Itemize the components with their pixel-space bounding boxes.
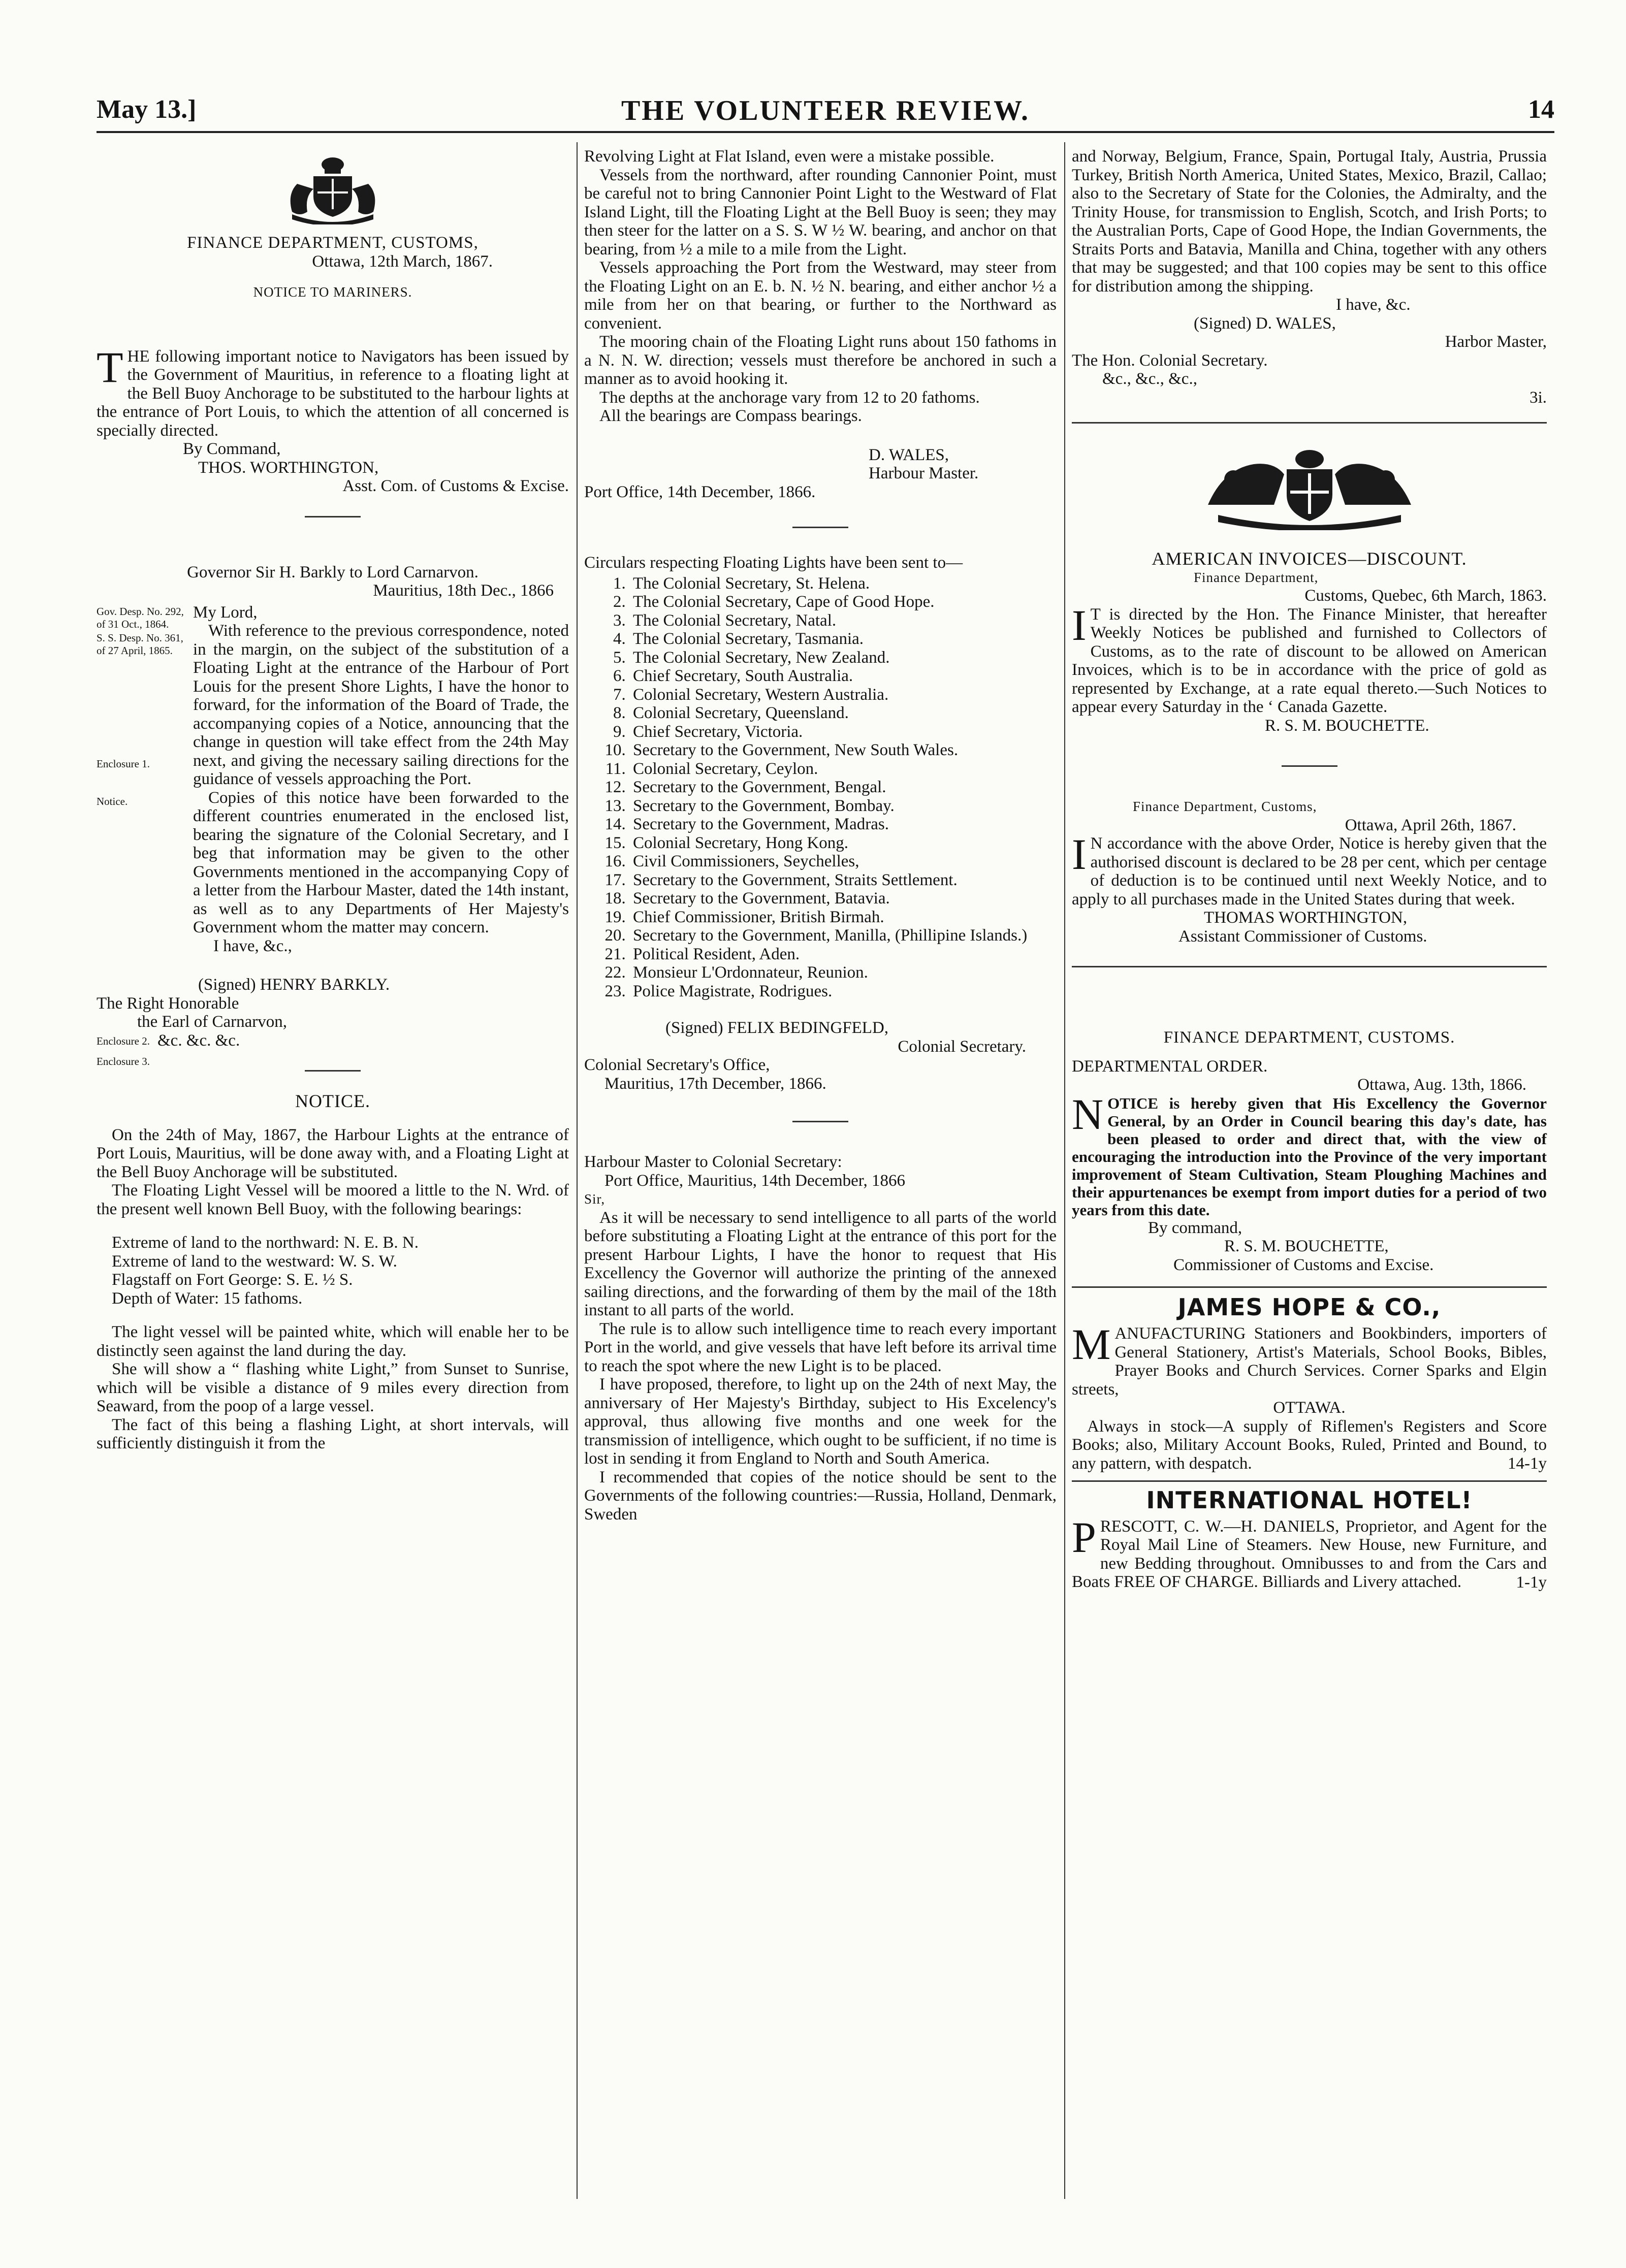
section-heading: AMERICAN INVOICES—DISCOUNT. <box>1152 548 1467 569</box>
notice-paragraph: The fact of this being a flashing Light, at short intervals, will sufficiently distinguish it from the <box>97 1415 569 1452</box>
signature-name: THOMAS WORTHINGTON, <box>1204 909 1408 927</box>
column-divider <box>1064 142 1065 2199</box>
directions-paragraph: The mooring chain of the Floating Light runs about 150 fathoms in a N. N. W. direction; vessels must therefore be anchored in such a manner as to avoid hooking it. <box>584 333 1057 388</box>
advert-body: MANUFACTURING Stationers and Bookbinders, importers of General Stationery, Artist's Materials, School Books, Bibles, Prayer Books and Church Services. Corner Sparks and Elgin streets, <box>1072 1320 1547 1399</box>
bearing-item: Extreme of land to the northward: N. E. B. N. <box>112 1234 419 1252</box>
notice-paragraph: The light vessel will be painted white, which will enable her to be distinctly seen against the land during the day. <box>97 1323 569 1360</box>
dept-heading: FINANCE DEPARTMENT, CUSTOMS, <box>187 234 479 252</box>
column-2 <box>584 147 1057 1524</box>
list-item: 3. The Colonial Secretary, Natal. <box>630 611 1057 630</box>
letter-close: I have, &c., <box>213 936 292 955</box>
place-date: Ottawa, Aug. 13th, 1866. <box>1357 1076 1526 1094</box>
letter-signed: (Signed) D. WALES, <box>1194 314 1336 333</box>
drop-cap: T <box>97 342 123 392</box>
list-item: 15. Colonial Secretary, Hong Kong. <box>630 834 1057 853</box>
column-divider <box>577 142 578 2199</box>
place-date: Ottawa, April 26th, 1867. <box>1345 816 1516 834</box>
reference-number: 14-1y <box>1508 1454 1547 1473</box>
advert-city: OTTAWA. <box>1273 1399 1346 1417</box>
notice-body: NOTICE is hereby given that His Excellency the Governor General, by an Order in Council bearing this day's date, has been pleased to order and direct that, with the view of encouraging the introduction into the Province of the very important improvement of Steam Cultivation, Steam Ploughing Machines and their appurtenances be exempt from import duties for a period of two years from this date. <box>1072 1089 1547 1219</box>
margin-note: Notice. <box>97 795 128 807</box>
reference-number: 3i. <box>1529 388 1547 407</box>
letter-place-date: Mauritius, 18th Dec., 1866 <box>373 581 554 600</box>
list-item: 8. Colonial Secretary, Queensland. <box>630 704 1057 723</box>
signature-name: THOS. WORTHINGTON, <box>198 458 379 477</box>
circulars-signed: (Signed) FELIX BEDINGFELD, <box>665 1019 889 1037</box>
bearing-item: Flagstaff on Fort George: S. E. ½ S. <box>112 1271 353 1289</box>
circulars-intro: Circulars respecting Floating Lights have been sent to— <box>584 554 963 572</box>
bearing-item: Extreme of land to the westward: W. S. W. <box>112 1252 397 1271</box>
list-item: 12. Secretary to the Government, Bengal. <box>630 778 1057 797</box>
circulars-date: Mauritius, 17th December, 1866. <box>604 1074 826 1093</box>
list-item: 2. The Colonial Secretary, Cape of Good Hope. <box>630 593 1057 611</box>
drop-cap: N <box>1072 1089 1104 1139</box>
letter-paragraph: I have proposed, therefore, to light up on the 24th of next May, the anniversary of Her Majesty's Birthday, subject to His Excelency's approval, thus allowing five months and one week for the transmission of intelligence, which ought to be sufficient, if no time is lost in sending it from England to North and South America. <box>584 1375 1057 1468</box>
letter-paragraph: Copies of this notice have been forwarded to the different countries enumerated in the enclosed list, bearing the signature of the Colonial Secretary, and I beg that information may be given to the other Governments mentioned in the accompanying Copy of a letter from the Harbour Master, dated the 14th instant, as well as to any Departments of Her Majesty's Government whom the matter may concern. <box>193 788 569 936</box>
list-item: 16. Civil Commissioners, Seychelles, <box>630 852 1057 871</box>
directions-paragraph: All the bearings are Compass bearings. <box>599 407 862 425</box>
section-divider <box>1072 422 1547 424</box>
notice-paragraph: On the 24th of May, 1867, the Harbour Lights at the entrance of Port Louis, Mauritius, will be done away with, and a Floating Light at the Bell Buoy Anchorage will be substituted. <box>97 1125 569 1181</box>
drop-cap: P <box>1072 1512 1096 1562</box>
bearing-item: Depth of Water: 15 fathoms. <box>112 1289 303 1308</box>
section-divider <box>305 516 361 517</box>
letter-signed: (Signed) HENRY BARKLY. <box>198 976 390 994</box>
royal-arms-icon <box>1203 444 1416 530</box>
signature-name: R. S. M. BOUCHETTE, <box>1224 1237 1389 1255</box>
signature-title: Assistant Commissioner of Customs. <box>1178 927 1427 946</box>
section-divider <box>305 1070 361 1072</box>
list-item: 9. Chief Secretary, Victoria. <box>630 723 1057 741</box>
issue-date: May 13.] <box>97 95 197 124</box>
section-divider <box>792 527 848 528</box>
notice-body: I T is directed by the Hon. The Finance Minister, that hereafter Weekly Notices be published and furnished to Collectors of Customs, as to the rate of discount to be allowed on American Invoices, which is to be in accordance with the price of gold as represented by Exchange, at a rate equal thereto.—Such Notices to appear every Saturday in the ‘ Canada Gazette. <box>1072 600 1547 716</box>
address-line: the Earl of Carnarvon, <box>137 1013 288 1031</box>
directions-paragraph: Vessels approaching the Port from the Westward, may steer from the Floating Light on an E. b. N. ½ N. bearing, and either anchor ½ a mile from her on that bearing, or further to the Northward as convenient. <box>584 258 1057 333</box>
place-date: Customs, Quebec, 6th March, 1863. <box>1304 587 1547 605</box>
letter-heading: Governor Sir H. Barkly to Lord Carnarvon. <box>187 563 479 581</box>
signature-title: Asst. Com. of Customs & Excise. <box>342 477 569 495</box>
list-item: 13. Secretary to the Government, Bombay. <box>630 797 1057 816</box>
list-item: 1. The Colonial Secretary, St. Helena. <box>630 574 1057 593</box>
address-line: The Right Honorable <box>97 994 239 1013</box>
drop-cap: M <box>1072 1320 1111 1369</box>
list-item: 20. Secretary to the Government, Manilla, (Phillipine Islands.) <box>630 926 1057 945</box>
letter-paragraph: I recommended that copies of the notice should be sent to the Governments of the following countries:—Russia, Holland, Denmark, Sweden <box>584 1468 1057 1524</box>
list-item: 4. The Colonial Secretary, Tasmania. <box>630 630 1057 649</box>
notice-paragraph: The Floating Light Vessel will be moored a little to the N. Wrd. of the present well known Bell Buoy, with the following bearings: <box>97 1181 569 1218</box>
circulars-list <box>584 574 1057 1001</box>
section-divider <box>1072 1480 1547 1482</box>
letter-close: I have, &c. <box>1336 296 1411 314</box>
list-item: 17. Secretary to the Government, Straits Settlement. <box>630 871 1057 890</box>
letter-paragraph: As it will be necessary to send intelligence to all parts of the world before substituting a Floating Light at the entrance of this port for the present Harbour Lights, I have the honor to request that His Excellency the Governor will authorize the printing of the annexed sailing directions, and the forwarding of them by the mail of the 18th instant to all parts of the world. <box>584 1208 1057 1319</box>
list-item: 19. Chief Commissioner, British Birmah. <box>630 908 1057 927</box>
notice-body: THE following important notice to Navigators has been issued by the Government of Mauritius, in reference to a floating light at the Bell Buoy Anchorage to be substituted to the harbour lights at the entrance of Port Louis, to which the attention of all concerned is specially directed. <box>97 342 569 440</box>
notice-body: I N accordance with the above Order, Notice is hereby given that the authorised discount is declared to be 28 per cent, which per centage of deduction is to be continued until next Weekly Notice, and to apply to all purchases made in the United States during that week. <box>1072 830 1547 909</box>
signature-name: R. S. M. BOUCHETTE. <box>1265 716 1429 735</box>
letter-place-date: Port Office, Mauritius, 14th December, 1866 <box>604 1171 905 1190</box>
dept-heading: Finance Department, Customs, <box>1133 799 1317 814</box>
section-divider <box>1282 765 1337 767</box>
advert-title: INTERNATIONAL HOTEL! <box>1146 1486 1473 1514</box>
newspaper-title: THE VOLUNTEER REVIEW. <box>621 95 1030 126</box>
continued-paragraph: Revolving Light at Flat Island, even were a mistake possible. <box>584 147 995 166</box>
letter-body <box>193 603 569 956</box>
list-item: 5. The Colonial Secretary, New Zealand. <box>630 649 1057 667</box>
list-item: 23. Police Magistrate, Rodrigues. <box>630 982 1057 1001</box>
bearings-list <box>97 1234 569 1308</box>
page-number: 14 <box>1528 95 1554 124</box>
circulars-title: Colonial Secretary. <box>898 1037 1026 1056</box>
notice-paragraph: She will show a “ flashing white Light,” from Sunset to Sunrise, which will be visible a distance of 9 miles every direction from Seaward, from the poop of a large vessel. <box>97 1360 569 1415</box>
address-line: &c., &c., &c., <box>1102 370 1197 388</box>
signature-title: Commissioner of Customs and Excise. <box>1173 1255 1434 1274</box>
by-command: By command, <box>1148 1218 1242 1237</box>
section-heading: NOTICE. <box>295 1091 370 1111</box>
section-divider <box>792 1121 848 1122</box>
address-line: &c. &c. &c. <box>157 1031 240 1050</box>
letter-paragraph: With reference to the previous correspondence, noted in the margin, on the subject of the substitution of a Floating Light at the entrance of the Harbour of Port Louis for the present Shore Lights, I have the honor to forward, for the information of the Board of Trade, the accompanying copies of a Notice, announcing that the change in question will take effect from the 24th May next, and giving the necessary sailing directions for the guidance of vessels approaching the Port. <box>193 622 569 788</box>
signature-title: Harbor Master, <box>1445 333 1547 351</box>
section-divider <box>1072 1286 1547 1288</box>
section-heading: DEPARTMENTAL ORDER. <box>1072 1057 1268 1076</box>
directions-paragraph: The depths at the anchorage vary from 12 to 20 fathoms. <box>599 388 980 407</box>
salutation: My Lord, <box>193 603 258 622</box>
reference-number: 1-1y <box>1516 1573 1547 1592</box>
list-item: 14. Secretary to the Government, Madras. <box>630 815 1057 834</box>
margin-note: Enclosure 3. <box>97 1055 150 1067</box>
column-1 <box>97 147 569 1453</box>
dept-heading: Finance Department, <box>1194 569 1319 585</box>
dept-heading: FINANCE DEPARTMENT, CUSTOMS. <box>1163 1028 1455 1047</box>
margin-note: Gov. Desp. No. 292, of 31 Oct., 1864. <box>97 605 184 630</box>
masthead <box>97 90 1554 133</box>
address-line: The Hon. Colonial Secretary. <box>1072 351 1268 370</box>
continued-paragraph: and Norway, Belgium, France, Spain, Portugal Italy, Austria, Prussia Turkey, British North America, United States, Mexico, Brazil, Callao; also to the Secretary of State for the Colonies, the Admiralty, and the Trinity House, for transmission to English, Scotch, and Irish Ports; to the Australian Ports, Cape of Good Hope, the Indian Governments, the Straits Ports and Batavia, Manilla and China, together with any others that may be suggested; and that 100 copies may be sent to this office for distribution among the shipping. <box>1072 147 1547 296</box>
list-item: 7. Colonial Secretary, Western Australia. <box>630 686 1057 704</box>
advert-title: JAMES HOPE & CO., <box>1177 1293 1441 1321</box>
signature-name: D. WALES, <box>869 445 949 464</box>
advert-body: Always in stock—A supply of Riflemen's Registers and Score Books; also, Military Account Books, Ruled, Printed and Bound, to any pattern, with despatch. <box>1072 1417 1547 1473</box>
list-item: 6. Chief Secretary, South Australia. <box>630 667 1057 686</box>
margin-note: Enclosure 1. <box>97 757 150 770</box>
advert-body: PRESCOTT, C. W.—H. DANIELS, Proprietor, and Agent for the Royal Mail Line of Steamers. New House, new Furniture, and new Bedding throughout. Omnibusses to and from the Cars and Boats FREE OF CHARGE. Billiards and Livery attached. <box>1072 1512 1547 1591</box>
directions-paragraph: Vessels from the northward, after rounding Cannonier Point, must be careful not to bring Cannonier Point Light to the Westward of Flat Island Light, till the Floating Light at the Bell Buoy is seen; they may then steer for the latter on a S. S. W ½ W. bearing, and anchor on that bearing, from ½ a mile to a mile from the Light. <box>584 166 1057 258</box>
section-divider <box>1072 966 1547 967</box>
margin-note: S. S. Desp. No. 361, of 27 April, 1865. <box>97 631 183 657</box>
signature-title: Harbour Master. <box>869 464 979 482</box>
drop-cap: I <box>1072 830 1087 879</box>
salutation: Sir, <box>584 1191 605 1207</box>
circulars-office: Colonial Secretary's Office, <box>584 1056 770 1074</box>
by-command: By Command, <box>183 440 281 458</box>
drop-cap: I <box>1072 600 1087 650</box>
letter-paragraph: The rule is to allow such intelligence time to reach every important Port in the world, and give vessels that have left before its arrival time to reach the spot where the new Light is to be placed. <box>584 1319 1057 1375</box>
letter-heading: Harbour Master to Colonial Secretary: <box>584 1153 842 1171</box>
list-item: 18. Secretary to the Government, Batavia. <box>630 889 1057 908</box>
margin-note: Enclosure 2. <box>97 1034 150 1047</box>
list-item: 11. Colonial Secretary, Ceylon. <box>630 760 1057 779</box>
column-3 <box>1072 147 1547 1592</box>
list-item: 21. Political Resident, Aden. <box>630 945 1057 964</box>
list-item: 10. Secretary to the Government, New South Wales. <box>630 741 1057 760</box>
section-heading: NOTICE TO MARINERS. <box>253 284 412 300</box>
signature-place: Port Office, 14th December, 1866. <box>584 482 816 501</box>
place-date: Ottawa, 12th March, 1867. <box>312 252 493 271</box>
royal-crest-icon <box>282 153 384 224</box>
list-item: 22. Monsieur L'Ordonnateur, Reunion. <box>630 963 1057 982</box>
